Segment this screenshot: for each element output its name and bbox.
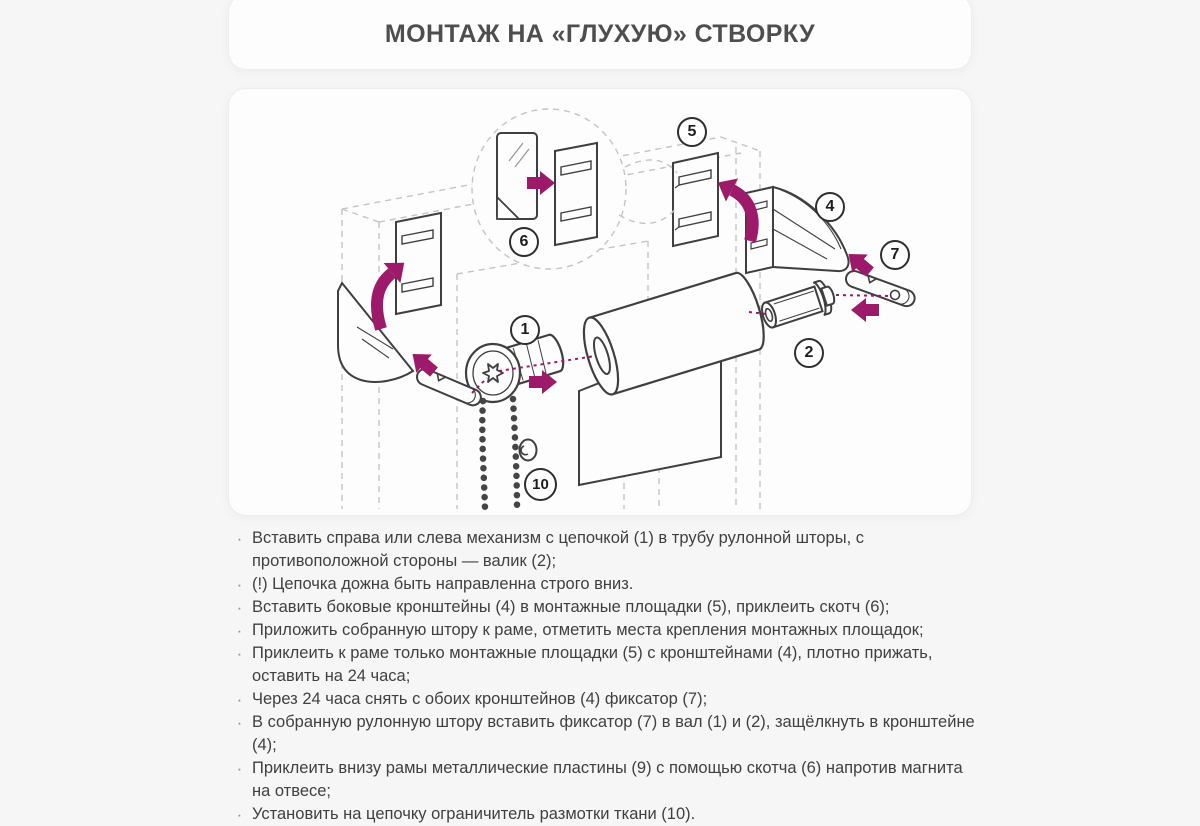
bullet-dot-icon: · [236,805,243,824]
instruction-item [228,527,976,573]
instruction-text: Вставить справа или слева механизм с цепочкой (1) в трубу рулонной шторы, с противоположной стороны — валик (2); [252,529,864,570]
part-badge-4: 4 [815,192,845,222]
instruction-text: Приклеить внизу рамы металлические пластины (9) с помощью скотча (6) напротив магнита на отвесе; [252,759,963,800]
idle-end-valik [758,278,838,333]
bullet-dot-icon: · [236,713,243,732]
instruction-text: Вставить боковые кронштейны (4) в монтажные площадки (5), приклеить скотч (6); [252,598,890,616]
bead-chain [482,399,517,509]
adhesive-tape-icon [497,133,537,219]
bullet-dot-icon: · [236,690,243,709]
instruction-item [228,642,976,688]
instruction-text: Приложить собранную штору к раме, отметить места крепления монтажных площадок; [252,621,924,639]
fixator-right [844,269,917,309]
instruction-list [228,527,976,826]
bullet-dot-icon: · [236,621,243,640]
instruction-text: Установить на цепочку ограничитель размотки ткани (10). [252,805,696,823]
instruction-item [228,573,976,596]
bullet-dot-icon: · [236,598,243,617]
bullet-dot-icon: · [236,575,243,594]
part-badge-10: 10 [524,468,557,501]
instruction-item [228,688,976,711]
instruction-item [228,711,976,757]
bullet-dot-icon: · [236,644,243,663]
mounting-plate-right [673,153,718,246]
instruction-item [228,757,976,803]
instruction-text: (!) Цепочка дожна быть направленна строго вниз. [252,575,634,593]
instruction-item [228,596,976,619]
part-badge-5: 5 [677,117,707,147]
part-badge-6: 6 [509,227,539,257]
title-card [228,0,972,70]
chain-stopper [520,440,537,461]
part-badge-2: 2 [794,338,824,368]
page-title: МОНТАЖ НА «ГЛУХУЮ» СТВОРКУ [384,19,816,48]
part-badge-7: 7 [880,240,910,270]
part-badge-1: 1 [510,315,540,345]
instruction-item [228,619,976,642]
instruction-text: Приклеить к раме только монтажные площадки (5) с кронштейнами (4), плотно прижать, оставить на 24 часа; [252,644,933,685]
instruction-item [228,803,976,826]
bubble-mounting-plate [555,143,597,245]
assembly-diagram [229,89,973,517]
diagram-card [228,88,972,516]
bullet-dot-icon: · [236,529,243,548]
magnifier-bubble [472,109,677,269]
instruction-text: В собранную рулонную штору вставить фиксатор (7) в вал (1) и (2), защёлкнуть в кронштейне (4); [252,713,975,754]
bullet-dot-icon: · [236,759,243,778]
valik-arrow-icon [851,298,879,322]
instruction-text: Через 24 часа снять с обоих кронштейнов (4) фиксатор (7); [252,690,708,708]
